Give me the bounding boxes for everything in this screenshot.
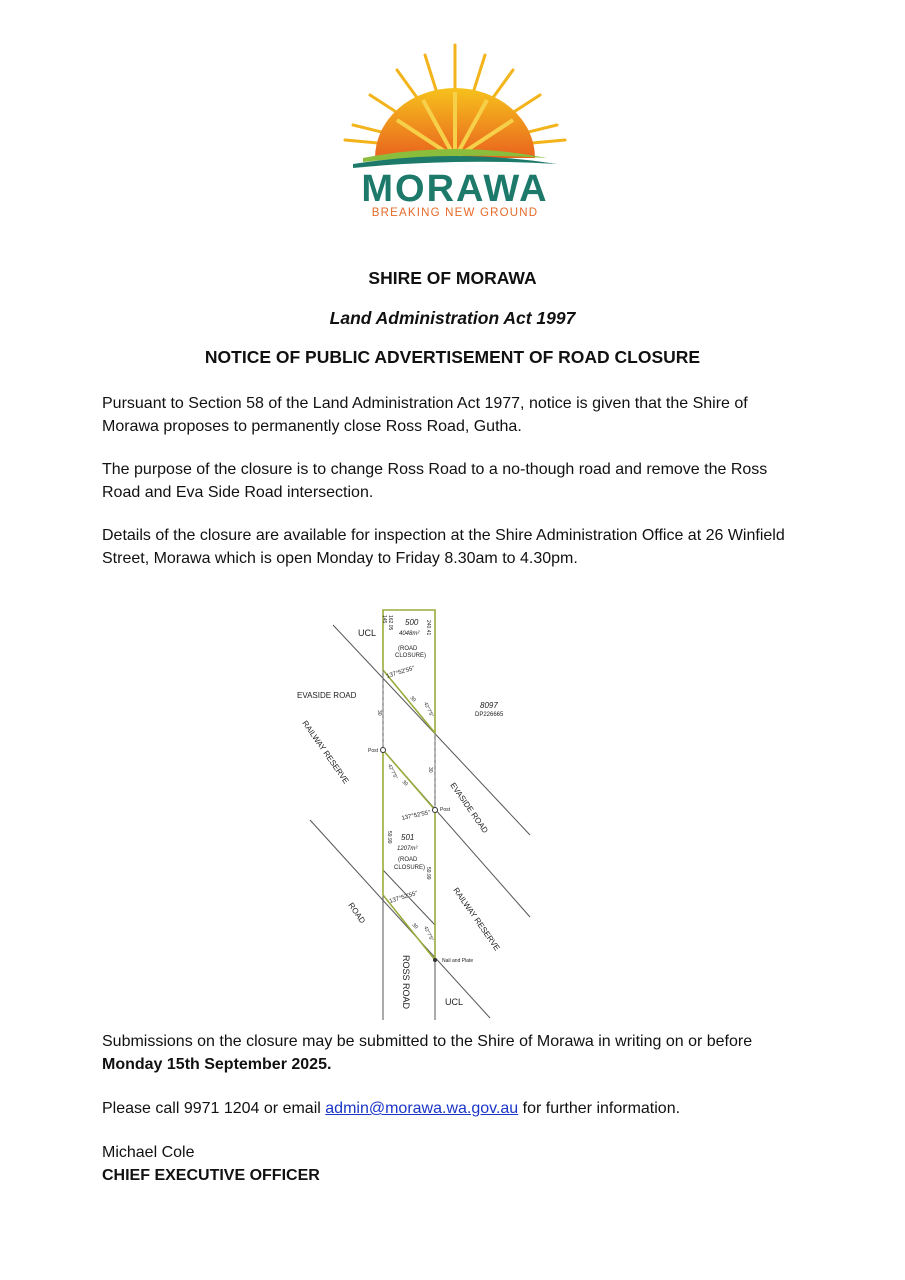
organisation-heading: SHIRE OF MORAWA bbox=[368, 268, 537, 288]
road-closure-diagram bbox=[290, 605, 540, 1025]
post-label-2: Post bbox=[440, 807, 451, 813]
ucl-top-label: UCL bbox=[358, 628, 377, 638]
lot-501-label: 501 bbox=[401, 833, 415, 842]
lot-500-label: 500 bbox=[405, 618, 419, 627]
contact-prefix: Please call 9971 1204 or email bbox=[102, 1100, 321, 1117]
dim-59-label-b: 59.99 bbox=[425, 867, 431, 880]
bearing-label-3: 137°52'55" bbox=[388, 890, 419, 905]
road-closure-label-1b: CLOSURE) bbox=[395, 653, 427, 659]
logo-wordmark: MORAWA bbox=[361, 168, 549, 210]
signatory-name: Michael Cole bbox=[102, 1144, 195, 1161]
signatory-title: CHIEF EXECUTIVE OFFICER bbox=[102, 1167, 320, 1184]
dim-59-label-a: 59.99 bbox=[386, 831, 392, 844]
dim-30-label-b: 30 bbox=[408, 695, 417, 704]
nail-plate-marker bbox=[433, 958, 437, 962]
dim-30-label-a: 30 bbox=[376, 710, 382, 716]
sunrise-logo-icon bbox=[335, 40, 575, 170]
evaside-road-diagonal-label: EVASIDE ROAD bbox=[448, 780, 490, 835]
inspection-paragraph: Details of the closure are available for inspection at the Shire Administration Office at 26 Winfield Street, Morawa which is open Monday to Friday 8.30am to 4.30pm. bbox=[102, 527, 785, 567]
post-marker-1 bbox=[381, 748, 386, 753]
post-marker-2 bbox=[433, 808, 438, 813]
contact-paragraph bbox=[102, 1097, 802, 1120]
notice-paragraph-1: Pursuant to Section 58 of the Land Administration Act 1977, notice is given that the Shire of Morawa proposes to permanently close Ross Road, Gutha. bbox=[102, 395, 748, 435]
contact-suffix: for further information. bbox=[522, 1100, 681, 1117]
act-heading: Land Administration Act 1997 bbox=[329, 308, 576, 328]
road-left-label: ROAD bbox=[346, 900, 367, 926]
angle-label-2: 42°7'5" bbox=[386, 763, 399, 781]
ross-road-label: ROSS ROAD bbox=[401, 955, 411, 1010]
lot-500-area: 4048m² bbox=[399, 631, 420, 637]
purpose-paragraph: The purpose of the closure is to change Ross Road to a no-though road and remove the Ross Road and Eva Side Road intersection. bbox=[102, 461, 768, 501]
dim-30-label-d: 30 bbox=[400, 779, 409, 788]
morawa-logo bbox=[335, 40, 575, 225]
road-closure-label-2b: CLOSURE) bbox=[394, 865, 426, 871]
lot-501-area: 1207m² bbox=[397, 846, 418, 852]
railway-reserve-right-label: RAILWAY RESERVE bbox=[451, 885, 502, 953]
dp-label: DP226665 bbox=[475, 712, 504, 718]
dim-240-label: 240.41 bbox=[425, 620, 431, 636]
nail-plate-label: Nail and Plate bbox=[442, 958, 474, 964]
angle-label-1: 42°7'5" bbox=[422, 701, 435, 719]
notice-title: NOTICE OF PUBLIC ADVERTISEMENT OF ROAD CLOSURE bbox=[204, 347, 701, 367]
evaside-road-label: EVASIDE ROAD bbox=[297, 691, 357, 700]
road-closure-label-2a: (ROAD bbox=[398, 857, 418, 863]
submission-deadline: Monday 15th September 2025. bbox=[102, 1056, 332, 1073]
contact-email-link[interactable]: admin@morawa.wa.gov.au bbox=[325, 1100, 519, 1117]
dim-30-label-e: 30 bbox=[410, 922, 419, 931]
angle-label-3: 42°7'5" bbox=[422, 925, 435, 943]
railway-reserve-left-label: RAILWAY RESERVE bbox=[300, 718, 351, 786]
dim-30-label-c: 30 bbox=[427, 767, 433, 773]
dim-162-label: 162.05 bbox=[387, 615, 393, 631]
bearing-label-1: 137°52'55" bbox=[385, 665, 416, 680]
signature-block bbox=[102, 1141, 802, 1187]
ucl-bottom-label: UCL bbox=[445, 997, 464, 1007]
submissions-text: Submissions on the closure may be submitted to the Shire of Morawa in writing on or before bbox=[102, 1033, 753, 1050]
post-label-1: Post bbox=[368, 748, 379, 754]
bearing-label-2: 137°52'55" bbox=[401, 810, 431, 822]
logo-tagline: BREAKING NEW GROUND bbox=[371, 207, 539, 219]
lot-8097-label: 8097 bbox=[480, 701, 498, 710]
submissions-paragraph bbox=[102, 1030, 802, 1076]
dim-145-label: 145 bbox=[381, 615, 387, 624]
road-closure-label-1a: (ROAD bbox=[398, 646, 418, 652]
